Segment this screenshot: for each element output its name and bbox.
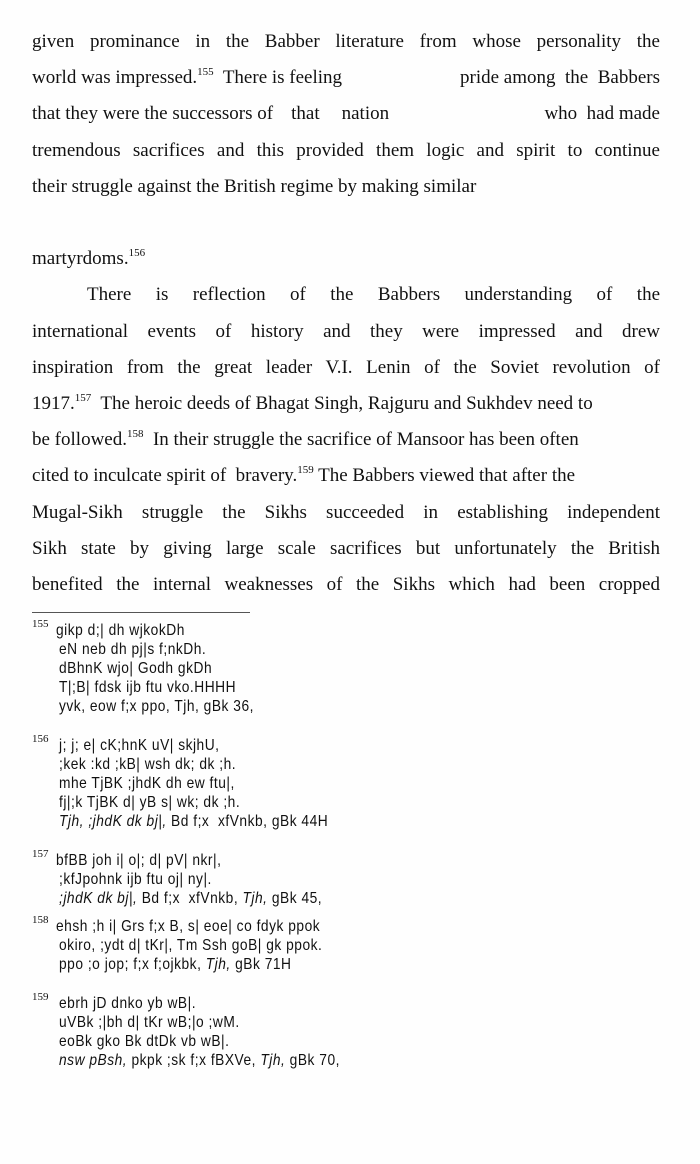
citation-italic: nsw pBsh, [59, 1052, 128, 1069]
body-line-1: given prominance in the Babber literature from whose personality the [32, 31, 660, 52]
text-span: pride among the Babbers [460, 67, 660, 88]
text-span: that [291, 103, 320, 124]
text-span: In their struggle the sacrifice of Mansoor has been often [143, 429, 579, 450]
body-line-14: Sikh state by giving large scale sacrifices but unfortunately the British [32, 538, 660, 559]
text-span: be followed. [32, 429, 127, 450]
body-line-10 [32, 389, 660, 419]
citation-italic: Tjh, [242, 890, 268, 907]
body-line-4: tremendous sacrifices and this provided them logic and spirit to continue [32, 140, 660, 161]
footnote-ref-157[interactable]: 157 [74, 392, 92, 404]
text-span: cited to inculcate spirit of bravery. [32, 465, 298, 486]
text-span: martyrdoms. [32, 248, 129, 269]
footnote-line: fj|;k TjBK d| yB s| wk; dk ;h. [59, 794, 241, 811]
footnote-line: eoBk gko Bk dtDk vb wB|. [59, 1033, 230, 1050]
footnote-line [59, 890, 322, 908]
footnote-number: 158 [32, 914, 49, 926]
footnote-line: ;kek :kd ;kB| wsh dk; dk ;h. [59, 756, 237, 773]
footnote-line [59, 1052, 340, 1070]
body-line-3 [32, 99, 660, 129]
text-span: 1917. [32, 393, 75, 414]
text-span: There is feeling [213, 67, 343, 88]
footnote-ref-156[interactable]: 156 [128, 247, 146, 259]
citation-italic: Tjh, ;jhdK dk bj|, [59, 813, 167, 830]
footnote-line: yvk, eow f;x ppo, Tjh, gBk 36, [59, 698, 254, 715]
body-line-2 [32, 63, 660, 93]
body-line-15: benefited the internal weaknesses of the Sikhs which had been cropped [32, 574, 660, 595]
footnote-line: bfBB joh i| o|; d| pV| nkr|, [56, 852, 222, 869]
footnote-number: 159 [32, 991, 49, 1003]
body-line-12 [32, 461, 660, 491]
footnote-ref-159[interactable]: 159 [297, 464, 314, 476]
footnote-number: 156 [32, 733, 49, 745]
footnote-separator [32, 612, 250, 613]
footnote-ref-158[interactable]: 158 [126, 428, 144, 440]
footnote-number: 155 [32, 618, 49, 630]
footnote-ref-155[interactable]: 155 [197, 66, 214, 78]
footnote-line: mhe TjBK ;jhdK dh ew ftu|, [59, 775, 235, 792]
citation-text: gBk 45, [267, 890, 323, 907]
text-span: nation [341, 103, 390, 124]
citation-italic: Tjh, [260, 1052, 286, 1069]
footnote-line: dBhnK wjo| Godh gkDh [59, 660, 213, 677]
text-span: that they were the successors of [32, 103, 274, 124]
footnote-line [59, 956, 291, 974]
body-line-5: their struggle against the British regime by making similar [32, 176, 477, 197]
footnote-line: ;kfJpohnk ijb ftu oj| ny|. [59, 871, 212, 888]
text-span: The heroic deeds of Bhagat Singh, Rajguru and Sukhdev need to [91, 393, 593, 414]
footnote-line [59, 813, 328, 831]
citation-text: pkpk ;sk f;x fBXVe, [127, 1052, 261, 1069]
citation-text: Bd f;x xfVnkb, [137, 890, 243, 907]
body-line-7: There is reflection of the Babbers understanding of the [87, 284, 660, 305]
footnote-line: okiro, ;ydt d| tKr|, Tm Ssh goB| gk ppok. [59, 937, 323, 954]
citation-italic: Tjh, [205, 956, 231, 973]
footnote-line: gikp d;| dh wjkokDh [56, 622, 185, 639]
footnote-line: uVBk ;|bh d| tKr wB;|o ;wM. [59, 1014, 240, 1031]
text-span: The Babbers viewed that after the [313, 465, 576, 486]
citation-text: Bd f;x xfVnkb, gBk 44H [166, 813, 329, 830]
footnote-line: T|;B| fdsk ijb ftu vko.HHHH [59, 679, 237, 696]
body-line-13: Mugal-Sikh struggle the Sikhs succeeded in establishing independent [32, 502, 660, 523]
footnote-line: ehsh ;h i| Grs f;x B, s| eoe| co fdyk ppok [56, 918, 321, 935]
text-span: world was impressed. [32, 67, 198, 88]
footnote-line: ebrh jD dnko yb wB|. [59, 995, 197, 1012]
citation-text: gBk 71H [230, 956, 292, 973]
footnote-line: eN neb dh pj|s f;nkDh. [59, 641, 207, 658]
body-line-11 [32, 425, 660, 455]
body-line-9: inspiration from the great leader V.I. Lenin of the Soviet revolution of [32, 357, 660, 378]
citation-text: gBk 70, [285, 1052, 340, 1069]
footnote-line: j; j; e| cK;hnK uV| skjhU, [59, 737, 220, 754]
body-line-6 [32, 244, 660, 274]
footnote-number: 157 [32, 848, 49, 860]
text-span: who had made [544, 103, 660, 124]
citation-text: ppo ;o jop; f;x f;ojkbk, [59, 956, 206, 973]
citation-italic: ;jhdK dk bj|, [59, 890, 138, 907]
body-line-8: international events of history and they were impressed and drew [32, 321, 660, 342]
